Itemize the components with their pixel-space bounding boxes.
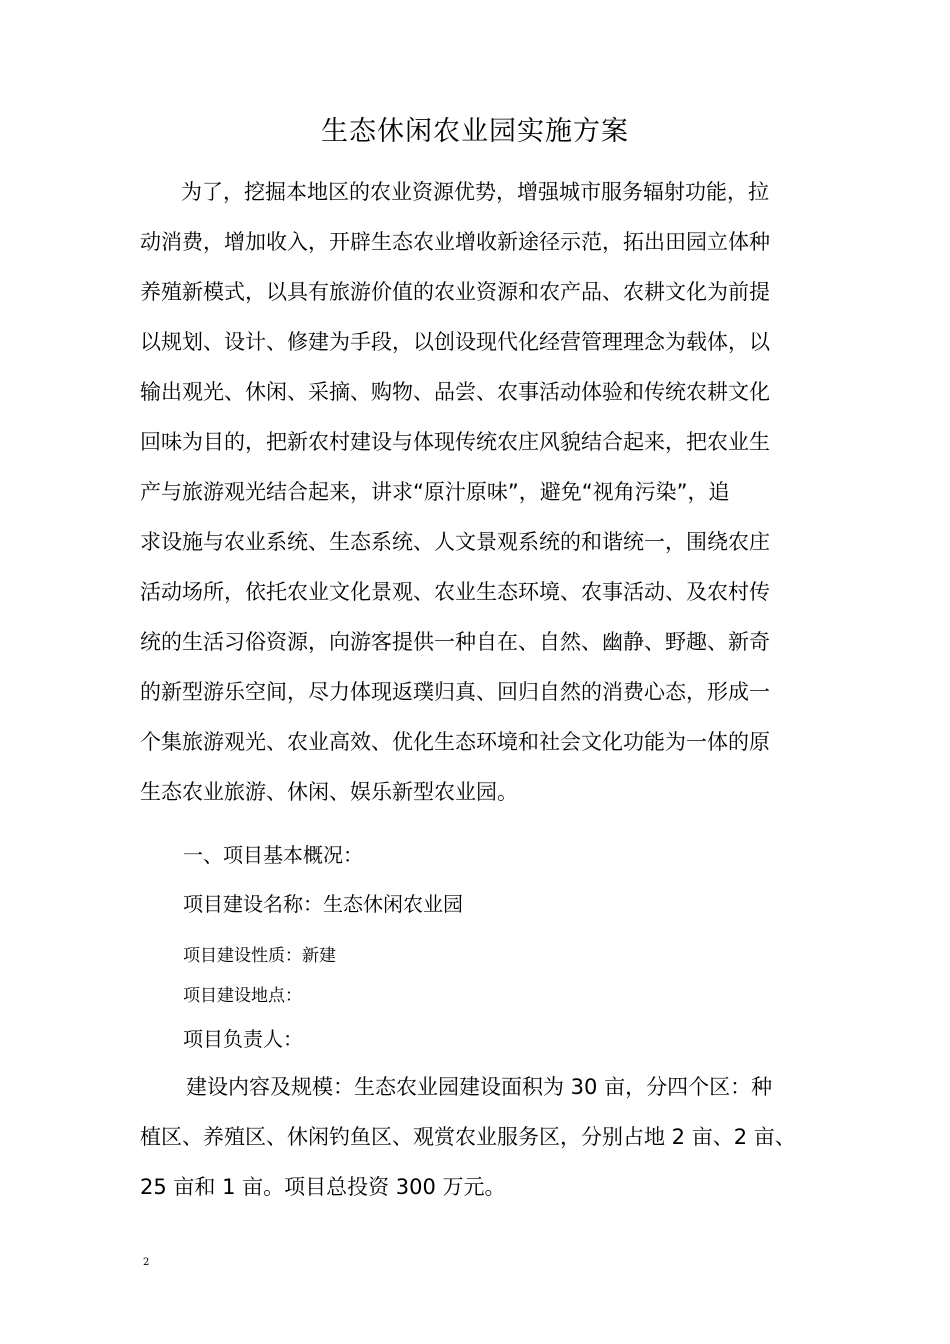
document-title: 生态休闲农业园实施方案 — [321, 116, 629, 147]
intro-line: 动消费，增加收入，开辟生态农业增收新途径示范，拓出田园立体种 — [140, 230, 770, 254]
intro-line: 为了，挖掘本地区的农业资源优势，增强城市服务辐射功能，拉 — [181, 180, 769, 204]
project-location-line: 项目建设地点： — [183, 986, 302, 1006]
intro-line: 以规划、设计、修建为手段，以创设现代化经营管理理念为载体，以 — [140, 330, 770, 354]
scale-line: 25 亩和 1 亩。项目总投资 300 万元。 — [140, 1175, 506, 1199]
section-heading: 一、项目基本概况： — [183, 843, 363, 867]
intro-line: 活动场所，依托农业文化景观、农业生态环境、农事活动、及农村传 — [140, 580, 770, 604]
intro-line: 求设施与农业系统、生态系统、人文景观系统的和谐统一，围绕农庄 — [140, 530, 770, 554]
scale-line: 建设内容及规模：生态农业园建设面积为 30 亩，分四个区：种 — [186, 1075, 773, 1099]
intro-line: 回味为目的，把新农村建设与体现传统农庄风貌结合起来，把农业生 — [140, 430, 770, 454]
scale-line: 植区、养殖区、休闲钓鱼区、观赏农业服务区，分别占地 2 亩、2 亩、 — [140, 1125, 796, 1149]
project-name-line: 项目建设名称：生态休闲农业园 — [183, 892, 463, 916]
intro-line: 个集旅游观光、农业高效、优化生态环境和社会文化功能为一体的原 — [140, 730, 770, 754]
intro-line: 统的生活习俗资源，向游客提供一种自在、自然、幽静、野趣、新奇 — [140, 630, 770, 654]
intro-line: 养殖新模式，以具有旅游价值的农业资源和农产品、农耕文化为前提 — [140, 280, 770, 304]
intro-line: 生态农业旅游、休闲、娱乐新型农业园。 — [140, 780, 518, 804]
page-number: 2 — [143, 1257, 150, 1268]
intro-line: 的新型游乐空间，尽力体现返璞归真、回归自然的消费心态，形成一 — [140, 680, 770, 704]
intro-line: 输出观光、休闲、采摘、购物、品尝、农事活动体验和传统农耕文化 — [140, 380, 770, 404]
project-nature-line: 项目建设性质：新建 — [183, 946, 336, 966]
project-owner-line: 项目负责人： — [183, 1027, 303, 1051]
intro-line: 产与旅游观光结合起来，讲求“原汁原味”，避免“视角污染”，追 — [140, 480, 730, 504]
